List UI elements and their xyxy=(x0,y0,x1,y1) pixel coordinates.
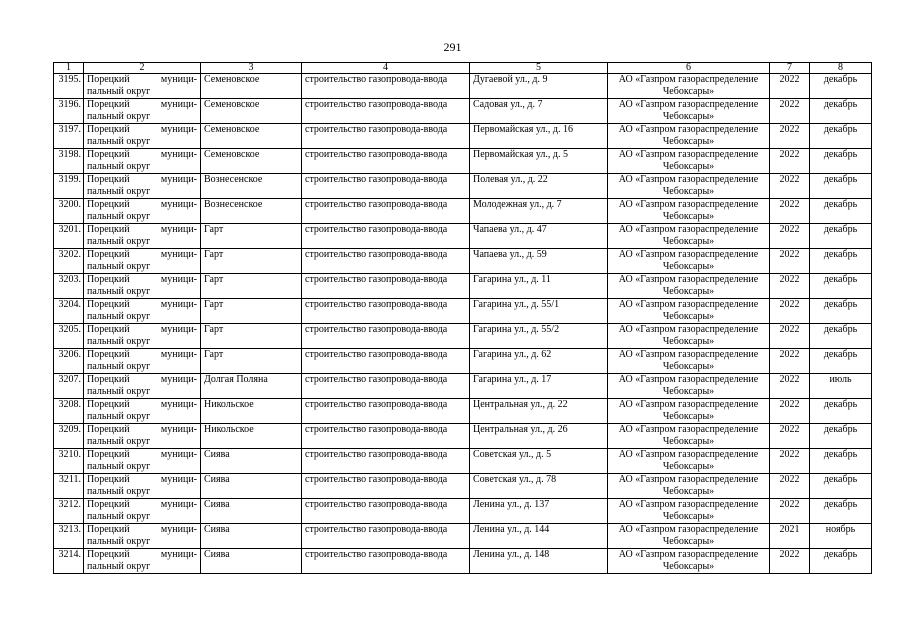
settlement-cell: Долгая Поляна xyxy=(201,374,302,399)
month-cell: декабрь xyxy=(810,249,872,274)
year-cell: 2022 xyxy=(770,399,810,424)
district-cell xyxy=(84,174,201,199)
organization-cell xyxy=(608,524,770,549)
settlement-cell: Семеновское xyxy=(201,99,302,124)
table-row xyxy=(54,149,872,174)
year-cell: 2022 xyxy=(770,99,810,124)
district-cell-line: пальный округ xyxy=(87,511,151,522)
address-cell: Ленина ул., д. 148 xyxy=(470,549,608,574)
district-cell-line: пальный округ xyxy=(87,286,151,297)
year-cell: 2022 xyxy=(770,74,810,99)
organization-cell-line: АО «Газпром газораспределение xyxy=(618,299,759,310)
district-cell-line: пальный округ xyxy=(87,211,151,222)
month-cell: декабрь xyxy=(810,549,872,574)
district-cell-line: пальный округ xyxy=(87,311,151,322)
row-number-cell: 3204. xyxy=(54,299,84,324)
organization-cell-line: Чебоксары» xyxy=(662,511,715,522)
column-header: 1 xyxy=(54,63,84,74)
gas-pipeline-table xyxy=(53,62,872,574)
row-number-cell: 3213. xyxy=(54,524,84,549)
settlement-cell: Сиява xyxy=(201,474,302,499)
district-cell xyxy=(84,524,201,549)
work-type-cell: строительство газопровода-ввода xyxy=(302,124,470,149)
district-cell-line: пальный округ xyxy=(87,561,151,572)
district-cell xyxy=(84,299,201,324)
organization-cell xyxy=(608,99,770,124)
district-cell xyxy=(84,549,201,574)
address-cell: Центральная ул., д. 26 xyxy=(470,424,608,449)
table-row xyxy=(54,474,872,499)
district-cell-line: пальный округ xyxy=(87,536,151,547)
organization-cell xyxy=(608,499,770,524)
address-cell: Полевая ул., д. 22 xyxy=(470,174,608,199)
district-cell xyxy=(84,499,201,524)
work-type-cell: строительство газопровода-ввода xyxy=(302,299,470,324)
table-row xyxy=(54,399,872,424)
settlement-cell: Вознесенское xyxy=(201,199,302,224)
table-row xyxy=(54,449,872,474)
year-cell: 2022 xyxy=(770,149,810,174)
address-cell: Центральная ул., д. 22 xyxy=(470,399,608,424)
organization-cell-line: АО «Газпром газораспределение xyxy=(618,124,759,135)
month-cell: декабрь xyxy=(810,349,872,374)
district-cell-line: Порецкий муници- xyxy=(87,324,197,335)
organization-cell-line: АО «Газпром газораспределение xyxy=(618,149,759,160)
settlement-cell: Сиява xyxy=(201,524,302,549)
row-number-cell: 3203. xyxy=(54,274,84,299)
year-cell: 2022 xyxy=(770,224,810,249)
organization-cell-line: АО «Газпром газораспределение xyxy=(618,199,759,210)
month-cell: декабрь xyxy=(810,474,872,499)
table-row xyxy=(54,124,872,149)
month-cell: декабрь xyxy=(810,449,872,474)
year-cell: 2022 xyxy=(770,274,810,299)
address-cell: Садовая ул., д. 7 xyxy=(470,99,608,124)
table-row xyxy=(54,374,872,399)
organization-cell-line: Чебоксары» xyxy=(662,411,715,422)
district-cell xyxy=(84,99,201,124)
address-cell: Первомайская ул., д. 5 xyxy=(470,149,608,174)
organization-cell xyxy=(608,149,770,174)
page-number: 291 xyxy=(443,40,462,54)
district-cell xyxy=(84,424,201,449)
work-type-cell: строительство газопровода-ввода xyxy=(302,399,470,424)
organization-cell-line: Чебоксары» xyxy=(662,136,715,147)
settlement-cell: Гарт xyxy=(201,349,302,374)
settlement-cell: Никольское xyxy=(201,424,302,449)
organization-cell xyxy=(608,474,770,499)
row-number-cell: 3212. xyxy=(54,499,84,524)
district-cell xyxy=(84,449,201,474)
year-cell: 2022 xyxy=(770,249,810,274)
address-cell: Ленина ул., д. 144 xyxy=(470,524,608,549)
organization-cell-line: АО «Газпром газораспределение xyxy=(618,74,759,85)
settlement-cell: Гарт xyxy=(201,274,302,299)
work-type-cell: строительство газопровода-ввода xyxy=(302,549,470,574)
row-number-cell: 3211. xyxy=(54,474,84,499)
row-number-cell: 3197. xyxy=(54,124,84,149)
address-cell: Первомайская ул., д. 16 xyxy=(470,124,608,149)
district-cell-line: Порецкий муници- xyxy=(87,149,197,160)
work-type-cell: строительство газопровода-ввода xyxy=(302,324,470,349)
column-header: 5 xyxy=(470,63,608,74)
organization-cell-line: АО «Газпром газораспределение xyxy=(618,399,759,410)
work-type-cell: строительство газопровода-ввода xyxy=(302,349,470,374)
year-cell: 2022 xyxy=(770,374,810,399)
organization-cell-line: Чебоксары» xyxy=(662,261,715,272)
organization-cell xyxy=(608,274,770,299)
organization-cell-line: Чебоксары» xyxy=(662,486,715,497)
organization-cell-line: Чебоксары» xyxy=(662,361,715,372)
settlement-cell: Семеновское xyxy=(201,74,302,99)
organization-cell-line: АО «Газпром газораспределение xyxy=(618,99,759,110)
organization-cell xyxy=(608,324,770,349)
month-cell: декабрь xyxy=(810,74,872,99)
row-number-cell: 3210. xyxy=(54,449,84,474)
district-cell-line: Порецкий муници- xyxy=(87,499,197,510)
organization-cell-line: Чебоксары» xyxy=(662,336,715,347)
organization-cell-line: Чебоксары» xyxy=(662,236,715,247)
column-header: 7 xyxy=(770,63,810,74)
district-cell-line: Порецкий муници- xyxy=(87,549,197,560)
organization-cell-line: АО «Газпром газораспределение xyxy=(618,324,759,335)
row-number-cell: 3207. xyxy=(54,374,84,399)
organization-cell xyxy=(608,549,770,574)
district-cell-line: пальный округ xyxy=(87,411,151,422)
organization-cell-line: Чебоксары» xyxy=(662,211,715,222)
month-cell: декабрь xyxy=(810,124,872,149)
year-cell: 2022 xyxy=(770,549,810,574)
table-row xyxy=(54,349,872,374)
district-cell xyxy=(84,199,201,224)
row-number-cell: 3206. xyxy=(54,349,84,374)
table-row xyxy=(54,174,872,199)
settlement-cell: Сиява xyxy=(201,549,302,574)
address-cell: Гагарина ул., д. 17 xyxy=(470,374,608,399)
district-cell-line: пальный округ xyxy=(87,86,151,97)
year-cell: 2022 xyxy=(770,499,810,524)
month-cell: декабрь xyxy=(810,224,872,249)
district-cell-line: пальный округ xyxy=(87,111,151,122)
work-type-cell: строительство газопровода-ввода xyxy=(302,224,470,249)
table-row xyxy=(54,249,872,274)
address-cell: Советская ул., д. 78 xyxy=(470,474,608,499)
district-cell xyxy=(84,474,201,499)
table-row xyxy=(54,274,872,299)
organization-cell-line: Чебоксары» xyxy=(662,86,715,97)
organization-cell-line: АО «Газпром газораспределение xyxy=(618,424,759,435)
month-cell: декабрь xyxy=(810,99,872,124)
table-row xyxy=(54,99,872,124)
organization-cell-line: АО «Газпром газораспределение xyxy=(618,449,759,460)
row-number-cell: 3195. xyxy=(54,74,84,99)
district-cell-line: Порецкий муници- xyxy=(87,74,197,85)
district-cell xyxy=(84,374,201,399)
address-cell: Чапаева ул., д. 59 xyxy=(470,249,608,274)
address-cell: Гагарина ул., д. 55/1 xyxy=(470,299,608,324)
year-cell: 2022 xyxy=(770,199,810,224)
table-row xyxy=(54,549,872,574)
column-header: 4 xyxy=(302,63,470,74)
organization-cell xyxy=(608,399,770,424)
settlement-cell: Гарт xyxy=(201,299,302,324)
organization-cell-line: АО «Газпром газораспределение xyxy=(618,224,759,235)
district-cell-line: пальный округ xyxy=(87,236,151,247)
row-number-cell: 3202. xyxy=(54,249,84,274)
district-cell-line: Порецкий муници- xyxy=(87,224,197,235)
organization-cell xyxy=(608,124,770,149)
district-cell-line: пальный округ xyxy=(87,161,151,172)
work-type-cell: строительство газопровода-ввода xyxy=(302,274,470,299)
district-cell xyxy=(84,274,201,299)
work-type-cell: строительство газопровода-ввода xyxy=(302,99,470,124)
row-number-cell: 3198. xyxy=(54,149,84,174)
organization-cell-line: Чебоксары» xyxy=(662,186,715,197)
column-header: 2 xyxy=(84,63,201,74)
table-row xyxy=(54,199,872,224)
table-row xyxy=(54,499,872,524)
table-body xyxy=(54,74,872,574)
address-cell: Дугаевой ул., д. 9 xyxy=(470,74,608,99)
organization-cell xyxy=(608,424,770,449)
year-cell: 2022 xyxy=(770,299,810,324)
organization-cell-line: Чебоксары» xyxy=(662,311,715,322)
settlement-cell: Гарт xyxy=(201,224,302,249)
district-cell-line: Порецкий муници- xyxy=(87,199,197,210)
district-cell-line: Порецкий муници- xyxy=(87,349,197,360)
district-cell-line: пальный округ xyxy=(87,386,151,397)
work-type-cell: строительство газопровода-ввода xyxy=(302,424,470,449)
organization-cell-line: АО «Газпром газораспределение xyxy=(618,474,759,485)
organization-cell xyxy=(608,299,770,324)
district-cell-line: пальный округ xyxy=(87,361,151,372)
year-cell: 2022 xyxy=(770,349,810,374)
address-cell: Советская ул., д. 5 xyxy=(470,449,608,474)
address-cell: Ленина ул., д. 137 xyxy=(470,499,608,524)
address-cell: Молодежная ул., д. 7 xyxy=(470,199,608,224)
organization-cell-line: Чебоксары» xyxy=(662,386,715,397)
district-cell-line: пальный округ xyxy=(87,261,151,272)
column-header: 8 xyxy=(810,63,872,74)
work-type-cell: строительство газопровода-ввода xyxy=(302,199,470,224)
settlement-cell: Гарт xyxy=(201,249,302,274)
month-cell: декабрь xyxy=(810,499,872,524)
organization-cell-line: Чебоксары» xyxy=(662,536,715,547)
district-cell xyxy=(84,149,201,174)
district-cell-line: Порецкий муници- xyxy=(87,449,197,460)
organization-cell xyxy=(608,199,770,224)
organization-cell-line: Чебоксары» xyxy=(662,161,715,172)
year-cell: 2021 xyxy=(770,524,810,549)
district-cell-line: Порецкий муници- xyxy=(87,299,197,310)
district-cell-line: Порецкий муници- xyxy=(87,274,197,285)
settlement-cell: Сиява xyxy=(201,499,302,524)
work-type-cell: строительство газопровода-ввода xyxy=(302,374,470,399)
district-cell-line: пальный округ xyxy=(87,336,151,347)
work-type-cell: строительство газопровода-ввода xyxy=(302,474,470,499)
address-cell: Чапаева ул., д. 47 xyxy=(470,224,608,249)
table-row xyxy=(54,424,872,449)
district-cell-line: Порецкий муници- xyxy=(87,424,197,435)
settlement-cell: Семеновское xyxy=(201,149,302,174)
district-cell-line: Порецкий муници- xyxy=(87,124,197,135)
organization-cell-line: АО «Газпром газораспределение xyxy=(618,549,759,560)
organization-cell xyxy=(608,74,770,99)
month-cell: декабрь xyxy=(810,399,872,424)
organization-cell xyxy=(608,449,770,474)
settlement-cell: Сиява xyxy=(201,449,302,474)
address-cell: Гагарина ул., д. 11 xyxy=(470,274,608,299)
district-cell-line: Порецкий муници- xyxy=(87,524,197,535)
address-cell: Гагарина ул., д. 55/2 xyxy=(470,324,608,349)
month-cell: декабрь xyxy=(810,274,872,299)
column-header: 6 xyxy=(608,63,770,74)
organization-cell-line: АО «Газпром газораспределение xyxy=(618,524,759,535)
row-number-cell: 3201. xyxy=(54,224,84,249)
organization-cell xyxy=(608,349,770,374)
district-cell-line: Порецкий муници- xyxy=(87,374,197,385)
row-number-cell: 3214. xyxy=(54,549,84,574)
row-number-cell: 3199. xyxy=(54,174,84,199)
district-cell-line: пальный округ xyxy=(87,186,151,197)
organization-cell-line: АО «Газпром газораспределение xyxy=(618,349,759,360)
year-cell: 2022 xyxy=(770,324,810,349)
work-type-cell: строительство газопровода-ввода xyxy=(302,449,470,474)
settlement-cell: Гарт xyxy=(201,324,302,349)
table-row xyxy=(54,299,872,324)
row-number-cell: 3196. xyxy=(54,99,84,124)
district-cell-line: пальный округ xyxy=(87,136,151,147)
district-cell xyxy=(84,74,201,99)
organization-cell-line: Чебоксары» xyxy=(662,111,715,122)
organization-cell-line: Чебоксары» xyxy=(662,286,715,297)
organization-cell xyxy=(608,224,770,249)
year-cell: 2022 xyxy=(770,124,810,149)
organization-cell-line: АО «Газпром газораспределение xyxy=(618,499,759,510)
year-cell: 2022 xyxy=(770,474,810,499)
address-cell: Гагарина ул., д. 62 xyxy=(470,349,608,374)
table-row xyxy=(54,324,872,349)
organization-cell-line: Чебоксары» xyxy=(662,561,715,572)
district-cell-line: пальный округ xyxy=(87,461,151,472)
district-cell-line: Порецкий муници- xyxy=(87,174,197,185)
district-cell xyxy=(84,399,201,424)
row-number-cell: 3205. xyxy=(54,324,84,349)
row-number-cell: 3209. xyxy=(54,424,84,449)
district-cell xyxy=(84,349,201,374)
district-cell-line: Порецкий муници- xyxy=(87,399,197,410)
month-cell: декабрь xyxy=(810,199,872,224)
district-cell-line: Порецкий муници- xyxy=(87,249,197,260)
month-cell: декабрь xyxy=(810,299,872,324)
month-cell: ноябрь xyxy=(810,524,872,549)
month-cell: декабрь xyxy=(810,149,872,174)
district-cell-line: пальный округ xyxy=(87,486,151,497)
table-header-row xyxy=(54,63,872,74)
work-type-cell: строительство газопровода-ввода xyxy=(302,149,470,174)
organization-cell-line: АО «Газпром газораспределение xyxy=(618,249,759,260)
district-cell xyxy=(84,224,201,249)
work-type-cell: строительство газопровода-ввода xyxy=(302,499,470,524)
district-cell xyxy=(84,324,201,349)
district-cell-line: Порецкий муници- xyxy=(87,474,197,485)
district-cell xyxy=(84,249,201,274)
district-cell-line: Порецкий муници- xyxy=(87,99,197,110)
month-cell: декабрь xyxy=(810,324,872,349)
organization-cell xyxy=(608,174,770,199)
table-row xyxy=(54,524,872,549)
organization-cell-line: АО «Газпром газораспределение xyxy=(618,274,759,285)
settlement-cell: Вознесенское xyxy=(201,174,302,199)
year-cell: 2022 xyxy=(770,424,810,449)
district-cell xyxy=(84,124,201,149)
organization-cell xyxy=(608,374,770,399)
organization-cell-line: АО «Газпром газораспределение xyxy=(618,174,759,185)
organization-cell-line: АО «Газпром газораспределение xyxy=(618,374,759,385)
organization-cell-line: Чебоксары» xyxy=(662,461,715,472)
row-number-cell: 3200. xyxy=(54,199,84,224)
column-header: 3 xyxy=(201,63,302,74)
month-cell: декабрь xyxy=(810,424,872,449)
year-cell: 2022 xyxy=(770,174,810,199)
month-cell: июль xyxy=(810,374,872,399)
table-row xyxy=(54,74,872,99)
table-row xyxy=(54,224,872,249)
year-cell: 2022 xyxy=(770,449,810,474)
district-cell-line: пальный округ xyxy=(87,436,151,447)
organization-cell xyxy=(608,249,770,274)
month-cell: декабрь xyxy=(810,174,872,199)
work-type-cell: строительство газопровода-ввода xyxy=(302,74,470,99)
settlement-cell: Семеновское xyxy=(201,124,302,149)
organization-cell-line: Чебоксары» xyxy=(662,436,715,447)
row-number-cell: 3208. xyxy=(54,399,84,424)
work-type-cell: строительство газопровода-ввода xyxy=(302,524,470,549)
work-type-cell: строительство газопровода-ввода xyxy=(302,174,470,199)
work-type-cell: строительство газопровода-ввода xyxy=(302,249,470,274)
settlement-cell: Никольское xyxy=(201,399,302,424)
